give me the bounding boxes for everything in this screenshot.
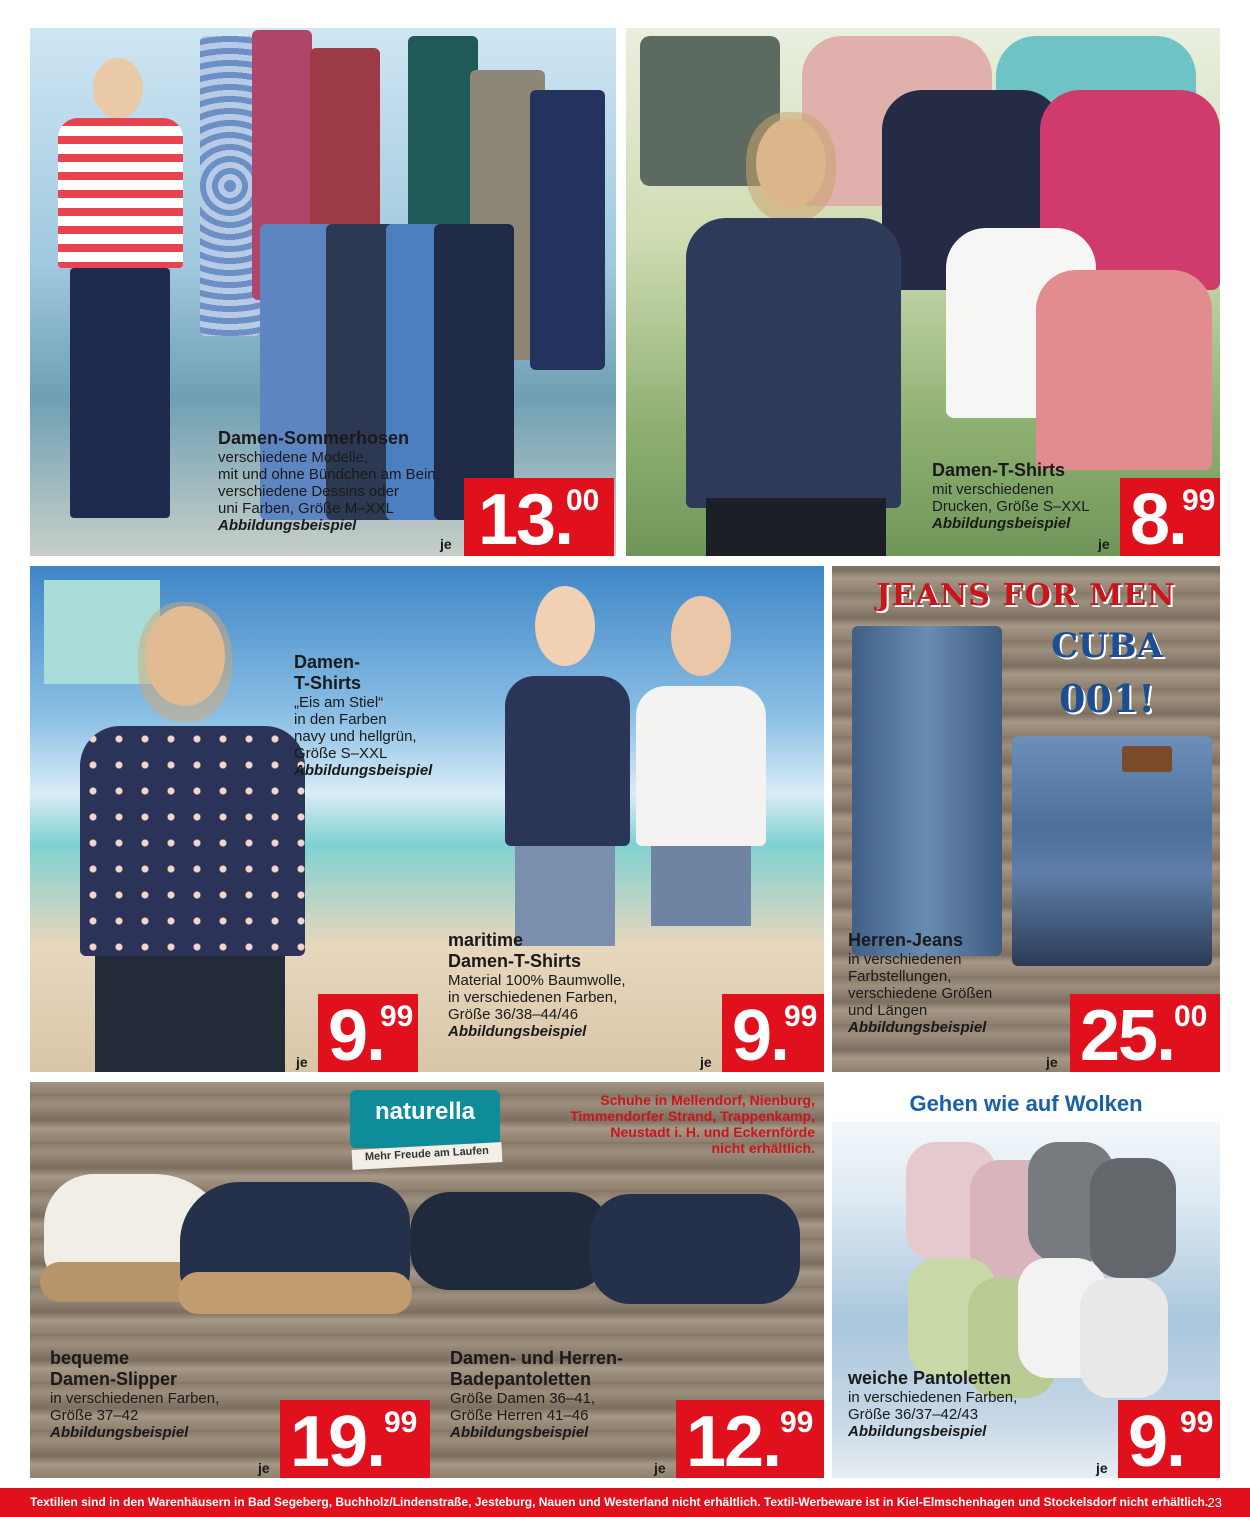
price-unit: je: [1098, 536, 1110, 552]
offer-headline: maritime Damen-T-Shirts: [448, 930, 582, 971]
price-badge: 13. 00: [464, 478, 614, 556]
naturella-brand-text: naturella: [374, 1098, 476, 1125]
footer-notice: Textilien sind in den Warenhäusern in Bad Segeberg, Buchholz/Lindenstraße, Jesteburg, Nauen und Westerland nicht erhältlich. Textil-Werbeware ist in Kiel-Elmschenhagen und Stockelsdorf nicht erhältlich.: [30, 1495, 1209, 1509]
offer-headline: Damen-T-Shirts: [932, 460, 1066, 480]
offer-description: verschiedene Modelle, mit und ohne Bündchen am Bein, verschiedene Dessins oder uni Farben, Größe M–XXL Abbildungsbeispiel: [218, 449, 440, 534]
offer-headline: Herren-Jeans: [848, 930, 964, 950]
availability-notice: Schuhe in Mellendorf, Nienburg, Timmendorfer Strand, Trappenkamp, Neustadt i. H. und Eckernförde nicht erhältlich.: [570, 1092, 815, 1156]
price-badge: 9. 99: [722, 994, 824, 1072]
product-image-woman-white-sailing-shirt: [626, 596, 776, 926]
offer-tshirts-beach[interactable]: [30, 566, 824, 1072]
product-image-jeans-stack: [1012, 736, 1212, 966]
product-image-badepantolette-1: [410, 1192, 610, 1290]
price-unit: je: [258, 1460, 270, 1476]
price-badge: 12. 99: [676, 1400, 824, 1478]
product-image-woman-navy-anchor-shirt: [490, 586, 640, 946]
offer-description: Größe Damen 36–41, Größe Herren 41–46 Abbildungsbeispiel: [450, 1390, 596, 1441]
offer-herren-jeans[interactable]: [832, 566, 1220, 1072]
offer-shoes[interactable]: [30, 1082, 824, 1478]
product-image-woman-navy-shirt: [666, 118, 916, 556]
offer-headline: bequeme Damen-Slipper: [50, 1348, 178, 1389]
price-unit: je: [440, 536, 452, 552]
naturella-logo: [350, 1090, 500, 1148]
offer-description: Material 100% Baumwolle, in verschiedenen Farben, Größe 36/38–44/46 Abbildungsbeispiel: [448, 972, 626, 1040]
price-badge: 19. 99: [280, 1400, 430, 1478]
offer-description: mit verschiedenen Drucken, Größe S–XXL Abbildungsbeispiel: [932, 481, 1090, 532]
product-image-woman-striped-shirt: [38, 58, 198, 528]
price-unit: je: [1046, 1054, 1058, 1070]
offer-headline: Damen-Sommerhosen: [218, 428, 410, 448]
offer-description: „Eis am Stiel“ in den Farben navy und hellgrün, Größe S–XXL Abbildungsbeispiel: [294, 694, 433, 779]
product-image-pants-paisley: [200, 36, 260, 336]
product-image-pantolette-white-2: [1080, 1278, 1168, 1398]
offer-headline: Damen- und Herren- Badepantoletten: [450, 1348, 624, 1389]
product-image-badepantolette-2: [590, 1194, 800, 1304]
product-image-woman-eis-shirt: [70, 606, 310, 1072]
product-image-slipper-navy-sole: [178, 1272, 412, 1314]
product-image-pants-dark-dots: [434, 224, 514, 520]
offer-description: in verschiedenen Farbstellungen, verschiedene Größen und Längen Abbildungsbeispiel: [848, 951, 993, 1036]
price-unit: je: [654, 1460, 666, 1476]
offer-description: in verschiedenen Farben, Größe 36/37–42/43 Abbildungsbeispiel: [848, 1389, 1018, 1440]
offer-description: in verschiedenen Farben, Größe 37–42 Abbildungsbeispiel: [50, 1390, 220, 1441]
price-unit: je: [700, 1054, 712, 1070]
price-badge: 25. 00: [1070, 994, 1220, 1072]
page-number: 23: [1207, 1495, 1222, 1510]
offer-headline: Damen- T-Shirts: [294, 652, 362, 693]
product-image-jeans-hanging: [852, 626, 1002, 956]
wolken-banner: Gehen wie auf Wolken: [832, 1086, 1220, 1122]
naturella-slogan: Mehr Freude am Laufen: [352, 1142, 503, 1170]
product-image-tshirt-rose-bike: [1036, 270, 1212, 470]
jeans-banner-brand: CUBA: [1051, 626, 1163, 666]
price-badge: 9. 99: [1118, 1400, 1220, 1478]
offer-headline: weiche Pantoletten: [848, 1368, 1012, 1388]
price-badge: 9. 99: [318, 994, 418, 1072]
product-image-jeans-leather-patch: [1122, 746, 1172, 772]
offer-weiche-pantoletten[interactable]: [832, 1082, 1220, 1478]
price-unit: je: [1096, 1460, 1108, 1476]
jeans-banner-model: 001!: [1058, 676, 1155, 721]
price-unit: je: [296, 1054, 308, 1070]
jeans-banner-title: JEANS FOR MEN: [876, 578, 1176, 613]
footer-bar: [0, 1488, 1250, 1517]
offer-tshirts-print[interactable]: [626, 28, 1220, 556]
price-badge: 8. 99: [1120, 478, 1220, 556]
product-image-pants-floral: [530, 90, 605, 370]
product-image-pantolette-grey-2: [1090, 1158, 1176, 1278]
offer-sommerhosen[interactable]: [30, 28, 616, 556]
